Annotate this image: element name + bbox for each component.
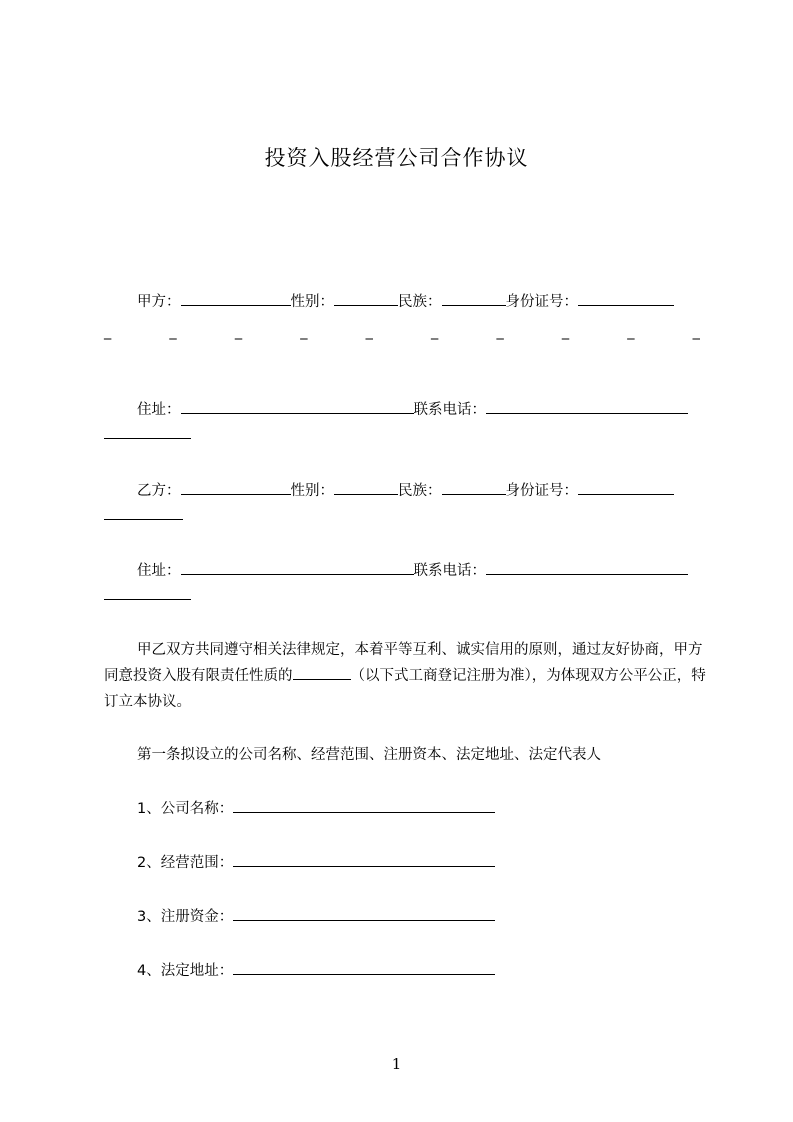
- company-type-blank[interactable]: [293, 665, 351, 680]
- party-b-phone-label: 联系电话：: [413, 563, 486, 579]
- party-b-label: 乙方：: [137, 483, 181, 499]
- item-legal-address: [137, 960, 495, 981]
- party-a-phone-label: 联系电话：: [413, 402, 486, 418]
- party-b-address-row: [137, 560, 688, 581]
- party-a-address-blank[interactable]: [181, 399, 414, 414]
- item-registered-capital: [137, 906, 495, 927]
- party-b-address-blank[interactable]: [181, 560, 414, 575]
- party-a-ethnicity-label: 民族：: [398, 294, 442, 310]
- party-b-id-blank[interactable]: [578, 480, 674, 495]
- party-a-address-row: [137, 399, 688, 420]
- intro-text-part2: （以下式工商登记注册为准），为体现双方公平公正，特订立本协议。: [104, 668, 706, 710]
- dash-mark: _: [561, 324, 570, 340]
- party-b-id-continuation[interactable]: [104, 505, 183, 520]
- dash-mark: _: [234, 324, 243, 340]
- party-b-id-label: 身份证号：: [505, 483, 578, 499]
- party-b-gender-label: 性别：: [290, 483, 334, 499]
- party-b-phone-continuation[interactable]: [104, 585, 191, 600]
- party-b-phone-blank[interactable]: [486, 560, 688, 575]
- dash-mark: _: [496, 324, 504, 340]
- document-title: 投资入股经营公司合作协议: [264, 146, 529, 170]
- party-a-address-label: 住址：: [137, 402, 181, 418]
- dash-mark: _: [169, 324, 177, 340]
- page-number: 1: [391, 1055, 402, 1073]
- item-label: 2、经营范围：: [137, 855, 234, 871]
- party-b-name-blank[interactable]: [181, 480, 291, 495]
- party-b-gender-blank[interactable]: [334, 480, 398, 495]
- party-b-ethnicity-blank[interactable]: [442, 480, 506, 495]
- item-blank[interactable]: [233, 960, 495, 975]
- party-b-ethnicity-label: 民族：: [398, 483, 442, 499]
- party-a-id-continuation: [104, 324, 700, 340]
- party-a-phone-continuation[interactable]: [104, 424, 191, 439]
- intro-text-part1: 甲乙双方共同遵守相关法律规定，本着平等互利、诚实信用的原则，通过友好协商，甲方同意投资入股有限责任性质的: [104, 642, 703, 684]
- item-company-name: [137, 798, 495, 819]
- dash-mark: _: [627, 324, 635, 340]
- party-a-name-blank[interactable]: [181, 291, 291, 306]
- party-a-ethnicity-blank[interactable]: [442, 291, 506, 306]
- intro-paragraph: [104, 637, 708, 715]
- dash-mark: _: [104, 324, 112, 340]
- item-blank[interactable]: [233, 798, 495, 813]
- party-a-gender-blank[interactable]: [334, 291, 398, 306]
- article-1-heading: 第一条拟设立的公司名称、经营范围、注册资本、法定地址、法定代表人: [137, 747, 601, 763]
- item-label: 4、法定地址：: [137, 963, 234, 979]
- dash-mark: _: [431, 324, 439, 340]
- party-b-address-label: 住址：: [137, 563, 181, 579]
- item-label: 1、公司名称：: [137, 801, 234, 817]
- party-a-label: 甲方：: [137, 294, 181, 310]
- dash-mark: _: [300, 324, 308, 340]
- item-blank[interactable]: [233, 906, 495, 921]
- party-a-id-label: 身份证号：: [505, 294, 578, 310]
- dash-mark: _: [365, 324, 373, 340]
- party-a-id-blank[interactable]: [578, 291, 674, 306]
- party-a-row: [137, 291, 674, 312]
- item-blank[interactable]: [233, 852, 495, 867]
- party-b-row: [137, 480, 674, 501]
- party-a-gender-label: 性别：: [290, 294, 334, 310]
- item-label: 3、注册资金：: [137, 909, 234, 925]
- dash-mark: _: [692, 324, 700, 340]
- party-a-phone-blank[interactable]: [486, 399, 688, 414]
- item-business-scope: [137, 852, 495, 873]
